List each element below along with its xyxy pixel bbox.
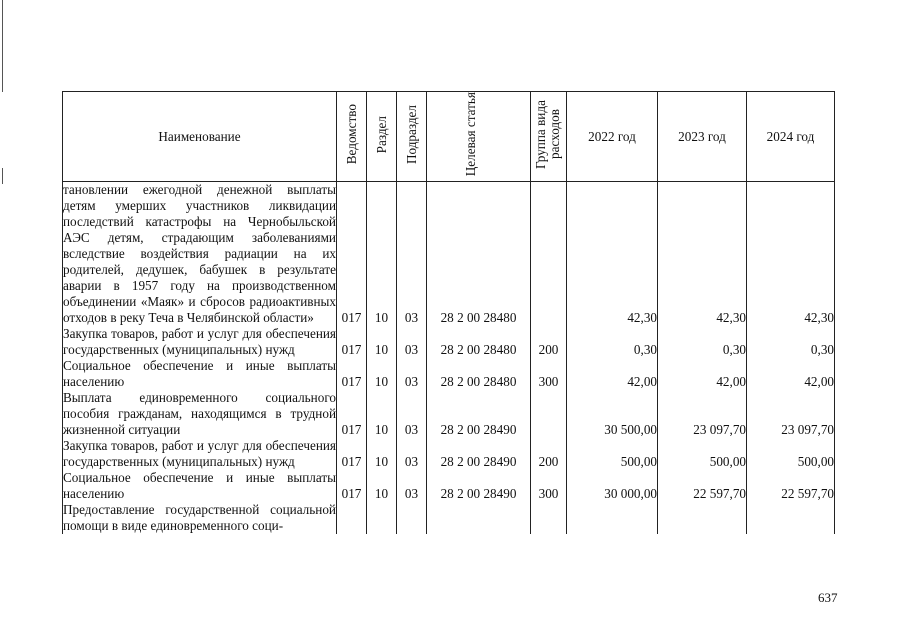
- row-razdel: 10: [367, 326, 397, 358]
- row-gruppa: 300: [531, 358, 567, 390]
- row-celevaya: 28 2 00 28490: [427, 390, 531, 438]
- row-razdel: 10: [367, 390, 397, 438]
- row-podrazdel: 03: [397, 358, 427, 390]
- row-razdel: 10: [367, 358, 397, 390]
- row-name: тановлении ежегодной денежной выплаты детям умерших участников ликвидации последствий катастрофы на Чернобыльской АЭС детям, страдающим заболеваниями вследствие воздействия радиации на их родителей, дедушек, бабушек в результате аварии в 1957 году на производственном объединении «Маяк» и сбросов радиоактивных отходов в реку Теча в Челябинской области»: [63, 182, 336, 325]
- col-header-razdel: Раздел: [367, 92, 397, 182]
- row-2023: 22 597,70: [658, 470, 747, 502]
- row-gruppa: [531, 182, 567, 327]
- row-vedomstvo: 017: [337, 358, 367, 390]
- row-name: Социальное обеспечение и иные выплаты населению: [63, 358, 336, 389]
- row-2022: 42,30: [567, 182, 658, 327]
- row-razdel: 10: [367, 470, 397, 502]
- col-header-2024: 2024 год: [747, 92, 835, 182]
- row-2023: 42,00: [658, 358, 747, 390]
- row-vedomstvo: 017: [337, 326, 367, 358]
- table-row: [63, 182, 835, 327]
- row-2022: 30 000,00: [567, 470, 658, 502]
- table-row: [63, 358, 835, 390]
- row-name: Закупка товаров, работ и услуг для обеспечения государственных (муниципальных) нужд: [63, 326, 336, 357]
- row-vedomstvo: 017: [337, 182, 367, 327]
- table-row: [63, 438, 835, 470]
- table-row: [63, 326, 835, 358]
- row-razdel: 10: [367, 182, 397, 327]
- row-celevaya: 28 2 00 28490: [427, 438, 531, 470]
- row-name: Социальное обеспечение и иные выплаты населению: [63, 470, 336, 501]
- col-header-2023: 2023 год: [658, 92, 747, 182]
- col-header-celevaya: Целевая статья: [427, 92, 531, 182]
- row-celevaya: 28 2 00 28480: [427, 182, 531, 327]
- page-number: 637: [818, 590, 838, 605]
- row-gruppa: [531, 390, 567, 438]
- row-2024: 42,00: [747, 358, 835, 390]
- row-vedomstvo: 017: [337, 438, 367, 470]
- col-header-gruppa: Группа вида расходов: [531, 92, 567, 182]
- row-2024: 500,00: [747, 438, 835, 470]
- row-2024: 0,30: [747, 326, 835, 358]
- row-2022: 500,00: [567, 438, 658, 470]
- table-row: [63, 390, 835, 438]
- row-2022: 42,00: [567, 358, 658, 390]
- row-2023: 0,30: [658, 326, 747, 358]
- row-2024: 23 097,70: [747, 390, 835, 438]
- row-gruppa: 200: [531, 438, 567, 470]
- row-vedomstvo: 017: [337, 470, 367, 502]
- row-celevaya: 28 2 00 28480: [427, 358, 531, 390]
- row-2022: 0,30: [567, 326, 658, 358]
- row-2023: 42,30: [658, 182, 747, 327]
- row-celevaya: 28 2 00 28490: [427, 470, 531, 502]
- row-2022: 30 500,00: [567, 390, 658, 438]
- row-2024: 22 597,70: [747, 470, 835, 502]
- row-2024: 42,30: [747, 182, 835, 327]
- col-header-name: Наименование: [63, 92, 337, 182]
- row-podrazdel: 03: [397, 326, 427, 358]
- budget-table: [62, 91, 835, 534]
- row-podrazdel: 03: [397, 438, 427, 470]
- scan-edge-line: [2, 0, 3, 92]
- col-header-2022: 2022 год: [567, 92, 658, 182]
- table-header-row: [63, 92, 835, 182]
- col-header-podrazdel: Подраздел: [397, 92, 427, 182]
- row-podrazdel: 03: [397, 182, 427, 327]
- row-podrazdel: 03: [397, 470, 427, 502]
- row-celevaya: 28 2 00 28480: [427, 326, 531, 358]
- row-vedomstvo: 017: [337, 390, 367, 438]
- row-name-continued: Предоставление государственной социальной помощи в виде единовременного соци-: [63, 502, 336, 533]
- table-row: [63, 470, 835, 502]
- row-name: Закупка товаров, работ и услуг для обеспечения государственных (муниципальных) нужд: [63, 438, 336, 469]
- col-header-vedomstvo: Ведомство: [337, 92, 367, 182]
- row-razdel: 10: [367, 438, 397, 470]
- row-2023: 500,00: [658, 438, 747, 470]
- row-2023: 23 097,70: [658, 390, 747, 438]
- table-row-continued: [63, 502, 835, 534]
- scan-edge-mark: [2, 168, 3, 184]
- row-podrazdel: 03: [397, 390, 427, 438]
- row-name: Выплата единовременного социального пособия гражданам, находящимся в трудной жизненной ситуации: [63, 390, 336, 437]
- row-gruppa: 300: [531, 470, 567, 502]
- row-gruppa: 200: [531, 326, 567, 358]
